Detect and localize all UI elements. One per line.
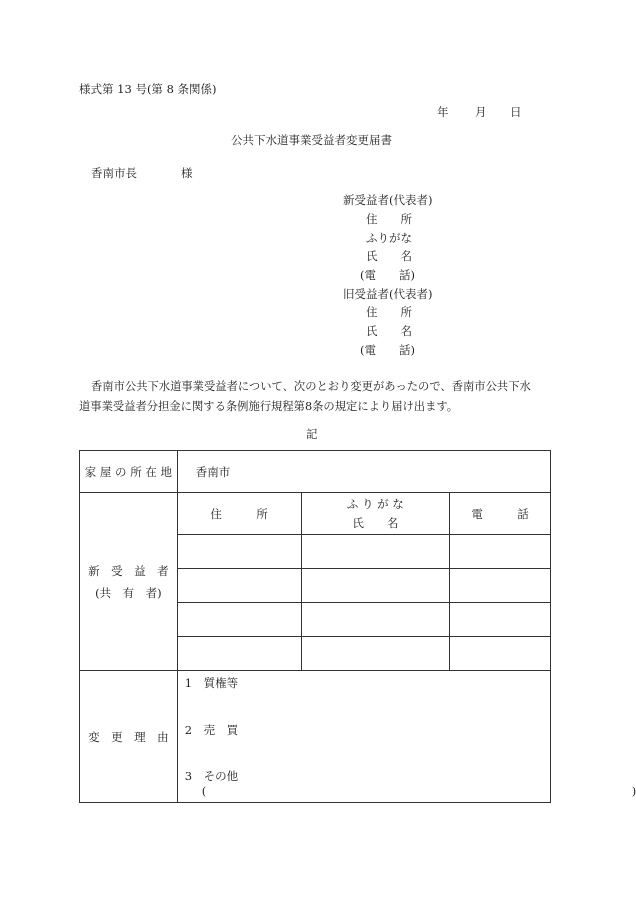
date-year: 年 (437, 105, 449, 119)
change-reason-label: 変 更 理 由 (80, 671, 178, 803)
new-owner-label-line-2: (共 有 者) (95, 585, 162, 600)
phone-cell[interactable] (450, 535, 551, 569)
date-month: 月 (475, 105, 487, 119)
old-beneficiary-phone-label: (電 話) (360, 343, 415, 357)
new-owner-label-line-1: 新 受 益 者 (88, 563, 169, 578)
address-cell[interactable] (177, 603, 301, 637)
date-day: 日 (510, 105, 522, 119)
column-header-name (301, 493, 450, 535)
column-header-phone: 電 話 (450, 493, 551, 535)
change-reason-row (80, 671, 551, 803)
house-location-label: 家 屋 の 所 在 地 (80, 451, 178, 493)
new-beneficiary-name-label: 氏 名 (366, 249, 412, 263)
addressee-name: 香南市長 (91, 166, 137, 180)
addressee-honorific: 様 (181, 166, 193, 180)
new-beneficiary-phone-label: (電 話) (360, 268, 415, 282)
other-reason-open-paren: ( (201, 784, 207, 798)
house-location-row (80, 451, 551, 493)
house-location-value[interactable]: 香南市 (177, 451, 550, 493)
name-cell[interactable] (301, 637, 450, 671)
old-beneficiary-address-label: 住 所 (366, 305, 412, 319)
new-owner-label (80, 493, 178, 671)
other-reason-close-paren: ) (631, 784, 636, 798)
address-cell[interactable] (177, 637, 301, 671)
column-header-address: 住 所 (177, 493, 301, 535)
new-beneficiary-heading: 新受益者(代表者) (343, 193, 433, 207)
phone-cell[interactable] (450, 637, 551, 671)
column-header-name-label: 氏 名 (352, 515, 399, 530)
change-reason-cell (177, 671, 636, 803)
phone-cell[interactable] (450, 603, 551, 637)
old-beneficiary-heading: 旧受益者(代表者) (343, 287, 433, 301)
reason-option-3[interactable]: 3 その他 (184, 769, 239, 783)
address-cell[interactable] (177, 535, 301, 569)
new-beneficiary-address-label: 住 所 (366, 212, 412, 226)
reason-option-1[interactable]: 1 質権等 (184, 676, 239, 690)
reason-option-2[interactable]: 2 売 買 (184, 723, 239, 737)
form-number: 様式第 13 号(第 8 条関係) (79, 82, 217, 96)
change-form-table (79, 450, 636, 803)
old-beneficiary-name-label: 氏 名 (366, 324, 412, 338)
note-heading: 記 (306, 427, 318, 441)
document-title: 公共下水道事業受益者変更届書 (231, 133, 392, 147)
name-cell[interactable] (301, 535, 450, 569)
name-cell[interactable] (301, 569, 450, 603)
column-header-furigana: ふ り が な (346, 496, 404, 511)
new-beneficiary-furigana-label: ふりがな (366, 231, 412, 245)
phone-cell[interactable] (450, 569, 551, 603)
address-cell[interactable] (177, 569, 301, 603)
body-line-2: 道事業受益者分担金に関する条例施行規程第8条の規定により届け出ます。 (79, 400, 459, 413)
name-cell[interactable] (301, 603, 450, 637)
new-owner-header-row (80, 493, 551, 535)
body-line-1: 香南市公共下水道事業受益者について、次のとおり変更があったので、香南市公共下水 (91, 380, 531, 393)
